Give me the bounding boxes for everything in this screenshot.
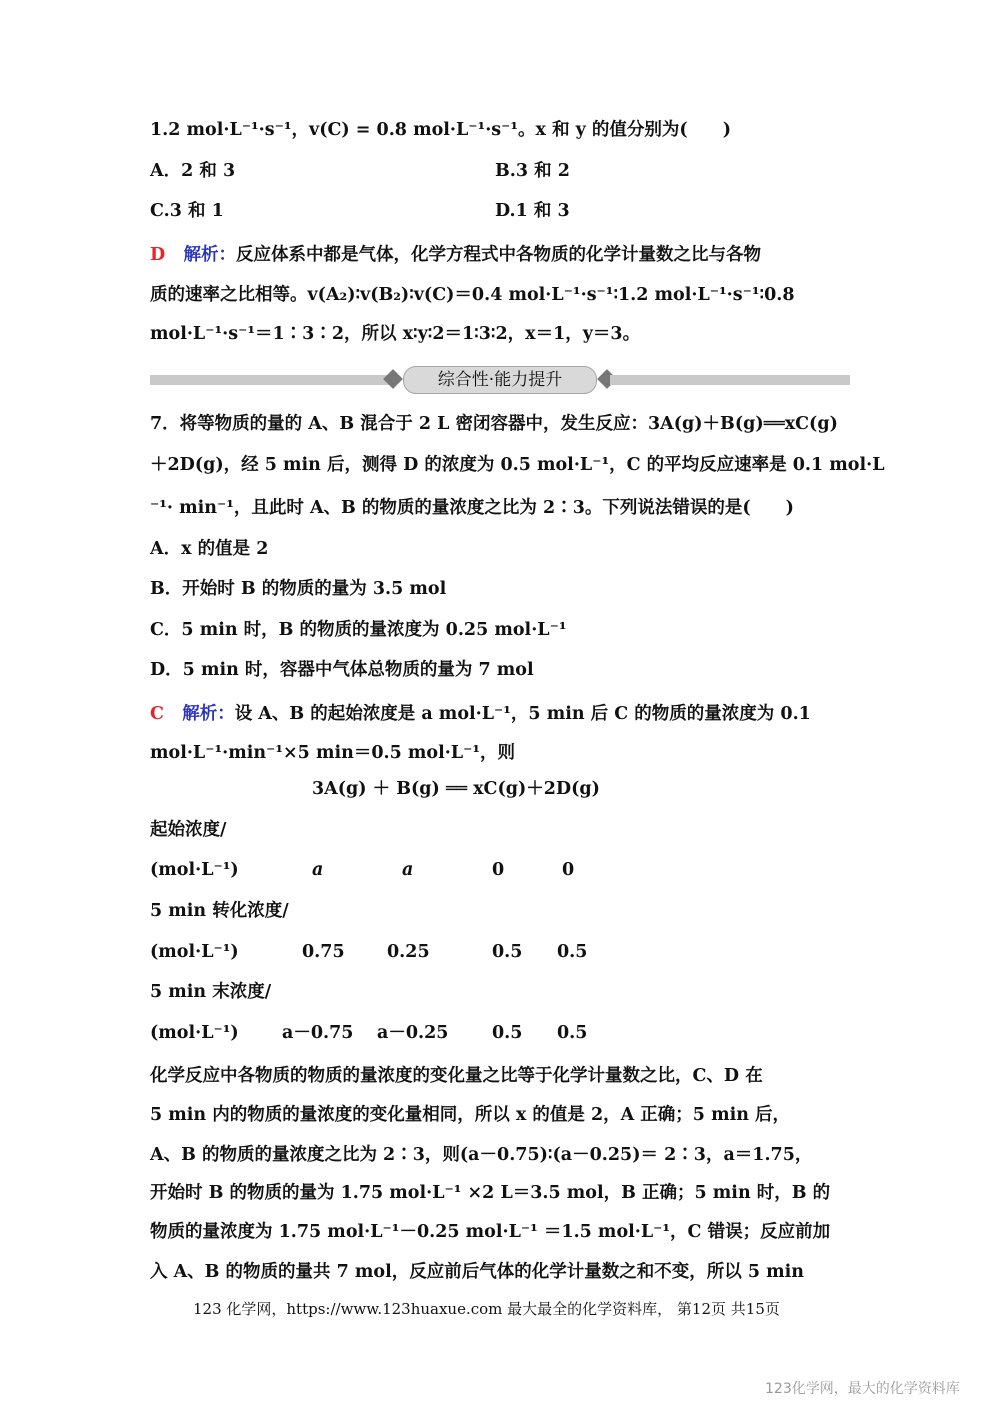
row-end-label: 5 min 末浓度/ (150, 982, 272, 1002)
watermark: 123化学网，最大的化学资料库 (765, 1381, 960, 1397)
row-change-c: 0.5 (492, 942, 523, 962)
row-initial-c: 0 (492, 860, 505, 880)
prev-option-a: A．2 和 3 (150, 161, 236, 181)
prev-option-d: D.1 和 3 (495, 201, 570, 221)
section-divider (150, 366, 850, 394)
q7-analysis-text: 设 A、B 的起始浓度是 a mol·L⁻¹，5 min 后 C 的物质的量浓度为 0.1 (234, 704, 811, 724)
row-initial-a: a (312, 860, 324, 880)
conclusion-line-4: 开始时 B 的物质的量为 1.75 mol·L⁻¹ ×2 L＝3.5 mol，B 正确；5 min 时，B 的 (150, 1183, 831, 1203)
q7-stem-line-1: 7．将等物质的量的 A、B 混合于 2 L 密闭容器中，发生反应：3A(g)＋B(g)══xC(g) (150, 414, 838, 434)
q7-analysis-line-1 (150, 702, 811, 726)
row-initial-b: a (402, 860, 414, 880)
row-end-c: 0.5 (492, 1023, 523, 1043)
row-change-d: 0.5 (557, 942, 588, 962)
q7-option-a: A．x 的值是 2 (150, 539, 269, 559)
prev-analysis-label: 解析： (183, 245, 236, 265)
conclusion-line-3: A、B 的物质的量浓度之比为 2∶3，则(a－0.75)∶(a－0.25)＝ 2∶3，a＝1.75， (150, 1145, 813, 1165)
q7-stem-line-2: ＋2D(g)，经 5 min 后，测得 D 的浓度为 0.5 mol·L⁻¹，C 的平均反应速率是 0.1 mol·L (150, 455, 885, 475)
conclusion-line-5: 物质的量浓度为 1.75 mol·L⁻¹－0.25 mol·L⁻¹ ＝1.5 mol·L⁻¹，C 错误；反应前加 (150, 1222, 831, 1242)
prev-analysis-text: 反应体系中都是气体，化学方程式中各物质的化学计量数之比与各物 (235, 245, 761, 265)
q7-stem-line-3: ⁻¹· min⁻¹，且此时 A、B 的物质的量浓度之比为 2∶3。下列说法错误的是( ) (150, 498, 794, 518)
conclusion-line-1: 化学反应中各物质的物质的量浓度的变化量之比等于化学计量数之比，C、D 在 (150, 1066, 763, 1086)
q7-analysis-line-2: mol·L⁻¹·min⁻¹×5 min＝0.5 mol·L⁻¹，则 (150, 743, 516, 763)
q7-answer: C (150, 704, 164, 724)
page-footer: 123 化学网，https://www.123huaxue.com 最大最全的化学资料库， 第12页 共15页 (193, 1300, 780, 1318)
q7-option-c: C．5 min 时，B 的物质的量浓度为 0.25 mol·L⁻¹ (150, 620, 567, 640)
conclusion-line-6: 入 A、B 的物质的量共 7 mol，反应前后气体的化学计量数之和不变，所以 5 min (150, 1262, 805, 1282)
section-title: 综合性·能力提升 (403, 366, 597, 394)
row-change-label: 5 min 转化浓度/ (150, 901, 289, 921)
row-initial-label: 起始浓度/ (150, 820, 227, 840)
row-change-b: 0.25 (387, 942, 430, 962)
q7-equation: 3A(g) ＋ B(g) ══ xC(g)＋2D(g) (312, 779, 600, 799)
q7-option-d: D．5 min 时，容器中气体总物质的量为 7 mol (150, 660, 534, 680)
row-initial-unit: (mol·L⁻¹) (150, 860, 239, 880)
prev-answer: D (150, 245, 166, 265)
prev-option-c: C.3 和 1 (150, 201, 224, 221)
row-end-a: a－0.75 (282, 1023, 354, 1043)
divider-rule-left (150, 375, 390, 385)
prev-option-b: B.3 和 2 (495, 161, 570, 181)
divider-rule-right (610, 375, 850, 385)
row-end-b: a－0.25 (377, 1023, 449, 1043)
q7-analysis-label: 解析： (182, 704, 235, 724)
q7-option-b: B．开始时 B 的物质的量为 3.5 mol (150, 579, 447, 599)
row-end-d: 0.5 (557, 1023, 588, 1043)
row-end-unit: (mol·L⁻¹) (150, 1023, 239, 1043)
row-change-unit: (mol·L⁻¹) (150, 942, 239, 962)
prev-question-line: 1.2 mol·L⁻¹·s⁻¹，v(C) = 0.8 mol·L⁻¹·s⁻¹。x 和 y 的值分别为( ) (150, 120, 731, 140)
conclusion-line-2: 5 min 内的物质的量浓度的变化量相同，所以 x 的值是 2，A 正确；5 min 后， (150, 1105, 791, 1125)
row-initial-d: 0 (562, 860, 575, 880)
prev-analysis-line-2: 质的速率之比相等。v(A₂)∶v(B₂)∶v(C)＝0.4 mol·L⁻¹·s⁻¹∶1.2 mol·L⁻¹·s⁻¹∶0.8 (150, 285, 795, 305)
prev-analysis-line-1 (150, 243, 761, 267)
divider-diamond-left (383, 369, 403, 389)
row-change-a: 0.75 (302, 942, 345, 962)
prev-analysis-line-3: mol·L⁻¹·s⁻¹＝1∶3∶2，所以 x∶y∶2＝1∶3∶2，x＝1，y＝3。 (150, 324, 641, 344)
